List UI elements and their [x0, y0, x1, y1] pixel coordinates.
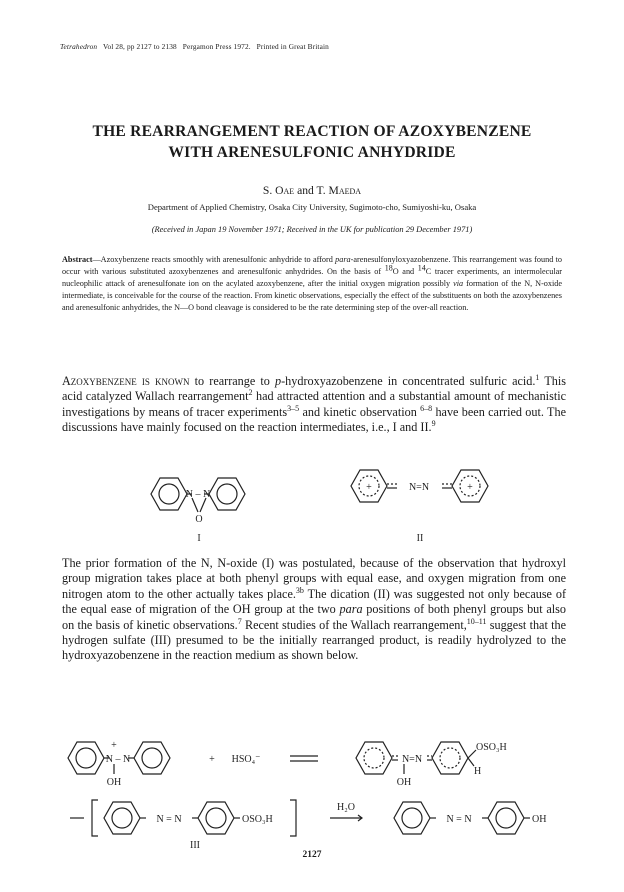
aromatic-circle [217, 484, 237, 504]
oso3h-label: OSO₃H [476, 742, 507, 753]
p2-text-1: The prior formation of the N, N-oxide (I) was postulated, because of the observation that hydroxyl group migration takes place at both phenyl groups with equal ease, and oxygen migration from one nitrogen atom to the other actually takes place. [62, 556, 566, 601]
authors-and: and [294, 184, 317, 197]
benzene-ring [134, 742, 170, 774]
reaction-scheme [0, 728, 624, 850]
authors [0, 184, 624, 197]
abstract-text-1: —Azoxybenzene reacts smoothly with arenesulfonic anhydride to afford [92, 255, 336, 264]
author-1-surname: ae [283, 184, 295, 197]
h-label: H [474, 766, 482, 777]
abstract-via: via [453, 278, 464, 288]
p2-text-4: Recent studies of the Wallach rearrangement, [241, 617, 467, 632]
p1-text-4: had attracted attention and a substantial amount of mechanistic investigations by means of tracer experiments [62, 389, 566, 419]
ref-sup: 7 [237, 616, 242, 626]
page-number: 2127 [302, 850, 322, 860]
ref-sup: 10–11 [466, 616, 487, 626]
running-header [60, 42, 329, 51]
printed-in: Printed in Great Britain [256, 42, 329, 51]
plus-sign: + [209, 754, 215, 765]
abstract-text-2: -arenesulfonyloxyazobenzene. This rearrangement was found to occur with various substituted azoxybenzenes and arenesulfonic anhydrides. On the basis of [62, 255, 562, 276]
paragraph-2 [62, 556, 566, 664]
author-1-initial: S. O [262, 184, 284, 197]
p1-text-2: -hydroxyazobenzene in concentrated sulfuric acid. [281, 374, 536, 388]
paragraph-1-lead: Azoxybenzene is known [62, 374, 190, 388]
benzene-ring [151, 478, 187, 510]
label-I: I [197, 533, 201, 544]
dashed-ring [440, 748, 460, 768]
benzene-ring [68, 742, 104, 774]
benzene-ring [394, 802, 430, 834]
plus-charge: + [111, 740, 117, 751]
dication-nn: N=N [408, 482, 430, 493]
benzene-ring [356, 742, 392, 774]
title-line-2: WITH ARENESULFONIC ANHYDRIDE [168, 144, 456, 161]
azo-nn: N = N [446, 814, 472, 825]
p1-text-3: This acid catalyzed Wallach rearrangement [62, 374, 566, 404]
dication-nn: N=N [401, 754, 423, 765]
abstract-text-4: C tracer experiments, an intermolecular nucleophilic attack of arenesulfonate ion on the acylated azoxybenzene, after the initial oxygen migration possibly [62, 266, 562, 288]
benzene-ring [198, 802, 234, 834]
oxide-oxygen: O [195, 514, 203, 525]
abstract [62, 254, 562, 314]
title-line-1: THE REARRANGEMENT REACTION OF AZOXYBENZENE [92, 123, 532, 140]
ref-sup: 3–5 [287, 403, 300, 413]
aromatic-circle [112, 808, 132, 828]
ref-sup: 9 [431, 419, 436, 429]
azoxy-nn: N – N [105, 754, 131, 765]
h2o-label: H₂O [337, 802, 355, 813]
oh-label: OH [396, 777, 412, 788]
p2-text-2: The dication (II) was suggested not only because of the equal ease of migration of the OH group at the two [62, 586, 566, 617]
p2-italic-para: para [339, 602, 363, 617]
label-II: II [416, 533, 424, 544]
citation: Vol 28, pp 2127 to 2138 [103, 42, 177, 51]
p1-italic-p: p [275, 374, 282, 388]
aromatic-circle [496, 808, 516, 828]
p2-text-5: suggest that the hydrogen sulfate (III) presumed to be the initially rearranged product, is readily hydrolyzed to the hydroxyazobenzene in the reaction medium as shown below. [62, 617, 566, 663]
aromatic-circle [142, 748, 162, 768]
abstract-para: para [335, 255, 351, 264]
p1-text-5: and kinetic observation [299, 404, 421, 419]
journal-name: Tetrahedron [60, 42, 98, 51]
abstract-sup-14: 14 [417, 263, 426, 273]
p1-text-6: have been carried out. The discussions have mainly focused on the reaction intermediates, i.e., I and II. [62, 404, 566, 435]
ref-sup: 3b [295, 585, 304, 595]
benzene-ring [432, 742, 468, 774]
aromatic-circle [402, 808, 422, 828]
paper-title [0, 121, 624, 163]
ref-sup: 2 [248, 388, 253, 398]
abstract-sup-18: 18 [384, 263, 393, 273]
benzene-ring [488, 802, 524, 834]
label-III: III [190, 840, 200, 850]
p1-text-1: to rearrange to [189, 374, 276, 388]
abstract-label: Abstract [62, 255, 93, 264]
benzene-ring [209, 478, 245, 510]
abstract-text-5: formation of the N, N-oxide intermediate, is conceivable for the course of the reaction. From kinetic observations, especially the effect of the substituents on both the azoxybenzenes and arenesulfonic anhydrides, the N—O bond cleavage is considered to be the rate determining step of the over-all reaction. [62, 278, 562, 312]
paragraph-1 [62, 374, 566, 436]
oh-label: OH [532, 814, 547, 825]
azo-nn: N = N [156, 814, 182, 825]
received-dates: (Received in Japan 19 November 1971; Received in the UK for publication 29 December 1971) [151, 225, 473, 234]
benzene-ring [104, 802, 140, 834]
author-2-surname: aeda [338, 184, 362, 197]
hso4-label: HSO₄⁻ [231, 754, 261, 765]
dashed-ring [364, 748, 384, 768]
oh-label: OH [106, 777, 122, 788]
structures-I-II [0, 456, 624, 546]
aromatic-circle [159, 484, 179, 504]
plus-charge: + [467, 482, 473, 493]
nn-label: N – N [185, 489, 211, 500]
author-2-initial: T. M [316, 184, 339, 197]
abstract-text-3: O and [392, 266, 418, 276]
aromatic-circle [206, 808, 226, 828]
ref-sup: 6–8 [420, 403, 433, 413]
ref-sup: 1 [535, 372, 540, 382]
publisher: Pergamon Press 1972. [182, 42, 251, 51]
p2-text-3: positions of both phenyl groups but also on the basis of kinetic observations. [62, 602, 566, 632]
oso3h-label: OSO₃H [242, 814, 273, 825]
aromatic-circle [76, 748, 96, 768]
affiliation: Department of Applied Chemistry, Osaka City University, Sugimoto-cho, Sumiyoshi-ku, Osaka [147, 202, 477, 212]
plus-charge: + [366, 482, 372, 493]
